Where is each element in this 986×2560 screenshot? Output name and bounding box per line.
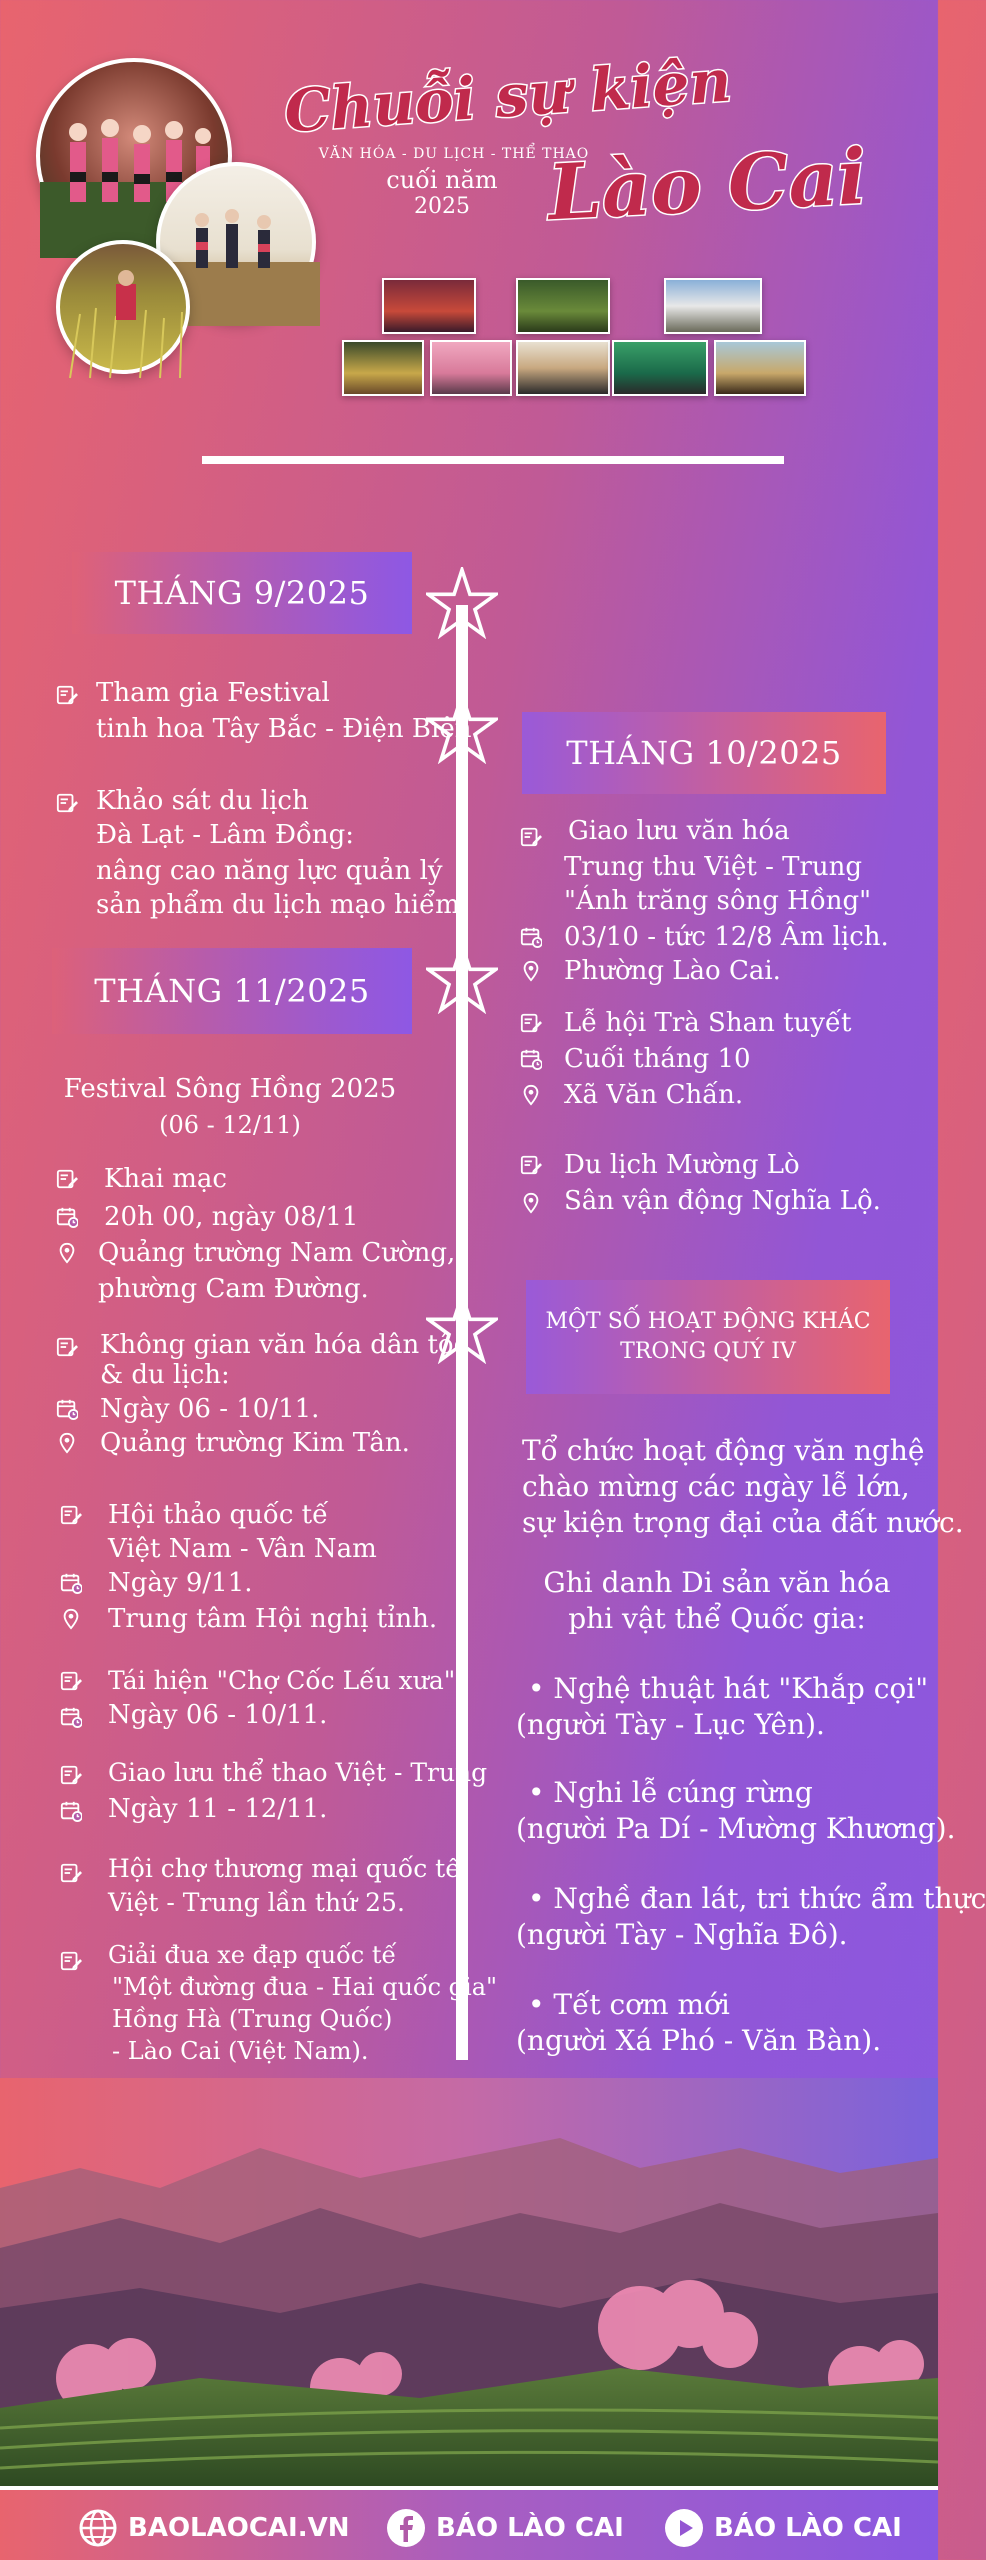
footer-facebook-link[interactable]	[386, 2508, 624, 2548]
edit-icon	[56, 684, 78, 706]
location-pin-icon	[520, 1084, 542, 1106]
edit-icon	[60, 1862, 82, 1884]
nov-festival-title: Festival Sông Hồng 2025	[63, 1074, 397, 1104]
nov-event7-line1: Giải đua xe đạp quốc tế	[108, 1941, 397, 1969]
nov-event7-line4: - Lào Cai (Việt Nam).	[112, 2037, 369, 2065]
nov-event5-name: Giao lưu thể thao Việt - Trung	[108, 1758, 488, 1787]
globe-icon	[78, 2508, 118, 2548]
subtitle-cuoi-nam: cuối năm	[386, 166, 498, 194]
thumb-dancers-photo	[516, 340, 610, 396]
footer-youtube-label: BÁO LÀO CAI	[714, 2513, 902, 2543]
location-pin-icon	[56, 1432, 78, 1454]
sep-event2-line3: nâng cao năng lực quản lý	[96, 856, 443, 886]
nov-event2-place: Quảng trường Kim Tân.	[100, 1428, 410, 1458]
edit-icon	[56, 1168, 78, 1190]
other-activities-box	[526, 1280, 890, 1394]
nov-event7-line3: Hồng Hà (Trung Quốc)	[112, 2005, 393, 2033]
sep-event2-line2: Đà Lạt - Lâm Đồng:	[96, 820, 355, 850]
title-chuoi-su-kien: Chuỗi sự kiện	[282, 46, 734, 146]
calendar-icon	[520, 1048, 542, 1070]
nov-event3-line2: Việt Nam - Vân Nam	[108, 1534, 377, 1564]
edit-icon	[56, 792, 78, 814]
footer-bar	[0, 2486, 938, 2560]
other-p1-line1: Tổ chức hoạt động văn nghệ	[522, 1434, 925, 1467]
edit-icon	[56, 1336, 78, 1358]
location-pin-icon	[60, 1608, 82, 1630]
thumb-building-photo	[664, 278, 762, 334]
nov-event3-place: Trung tâm Hội nghị tỉnh.	[108, 1604, 438, 1634]
facebook-icon	[386, 2508, 426, 2548]
nov-event1-name: Khai mạc	[104, 1164, 227, 1194]
month-header-oct: THÁNG 10/2025	[522, 712, 886, 794]
calendar-icon	[520, 926, 542, 948]
edit-icon	[60, 1504, 82, 1526]
nov-event6-line1: Hội chợ thương mại quốc tế	[108, 1854, 461, 1883]
nov-event1-place-line1: Quảng trường Nam Cường,	[98, 1238, 456, 1268]
other-p2-line2: phi vật thể Quốc gia:	[568, 1602, 866, 1635]
other-p1-line2: chào mừng các ngày lễ lớn,	[522, 1470, 910, 1503]
other-bullet4-line2: (người Xá Phó - Văn Bàn).	[516, 2024, 882, 2057]
month-header-nov: THÁNG 11/2025	[52, 948, 412, 1034]
other-activities-title-line1: MỘT SỐ HOẠT ĐỘNG KHÁC	[545, 1309, 871, 1334]
footer-website-link[interactable]	[78, 2508, 349, 2548]
nov-event4-name: Tái hiện "Chợ Cốc Lếu xưa"	[108, 1666, 456, 1695]
other-p2-line1: Ghi danh Di sản văn hóa	[543, 1566, 891, 1599]
month-header-sep: THÁNG 9/2025	[72, 552, 412, 634]
edit-icon	[60, 1950, 82, 1972]
other-bullet3-line1: • Nghề đan lát, tri thức ẩm thực	[528, 1882, 986, 1915]
nov-event2-line1: Không gian văn hóa dân tộc	[100, 1330, 469, 1360]
star-icon-nov	[426, 942, 498, 1014]
oct-event1-line2: Trung thu Việt - Trung	[564, 852, 863, 882]
oct-event1-place: Phường Lào Cai.	[564, 956, 781, 986]
other-bullet2-line2: (người Pa Dí - Mường Khương).	[516, 1812, 956, 1845]
thumb-stage-photo	[382, 278, 476, 334]
location-pin-icon	[520, 960, 542, 982]
title-lao-cai: Lào Cai	[545, 131, 869, 238]
edit-icon	[520, 1012, 542, 1034]
thumb-blossom-photo	[430, 340, 512, 396]
thumb-people-photo	[714, 340, 806, 396]
other-bullet2-line1: • Nghi lễ cúng rừng	[528, 1776, 813, 1809]
calendar-icon	[56, 1206, 78, 1228]
nov-event3-date: Ngày 9/11.	[108, 1568, 253, 1598]
nov-event3-line1: Hội thảo quốc tế	[108, 1500, 329, 1530]
edit-icon	[520, 1154, 542, 1176]
thumb-performers-photo	[612, 340, 708, 396]
location-pin-icon	[56, 1242, 78, 1264]
sep-event1-line1: Tham gia Festival	[96, 678, 330, 708]
sep-event2-line1: Khảo sát du lịch	[96, 786, 309, 816]
other-activities-title-line2: TRONG QUÝ IV	[620, 1339, 796, 1364]
footer-youtube-link[interactable]	[664, 2508, 902, 2548]
nov-event2-line2: & du lịch:	[100, 1360, 230, 1390]
footer-website-label: BAOLAOCAI.VN	[128, 2513, 350, 2543]
nov-event2-date: Ngày 06 - 10/11.	[100, 1394, 320, 1424]
other-bullet1-line2: (người Tày - Lục Yên).	[516, 1708, 825, 1741]
calendar-icon	[60, 1706, 82, 1728]
star-icon-sep	[426, 567, 498, 639]
other-bullet3-line2: (người Tày - Nghĩa Đô).	[516, 1918, 848, 1951]
subtitle-categories: VĂN HÓA - DU LỊCH - THỂ THAO	[318, 146, 590, 162]
oct-event3-name: Du lịch Mường Lò	[564, 1150, 800, 1180]
nov-event6-line2: Việt - Trung lần thứ 25.	[108, 1888, 405, 1917]
edit-icon	[60, 1764, 82, 1786]
oct-event1-date: 03/10 - tức 12/8 Âm lịch.	[564, 922, 889, 952]
thumb-garden-photo	[516, 278, 610, 334]
header-divider	[202, 456, 784, 464]
oct-event2-date: Cuối tháng 10	[564, 1044, 751, 1074]
edit-icon	[60, 1670, 82, 1692]
oct-event1-line3: "Ánh trăng sông Hồng"	[564, 886, 872, 916]
nov-event5-date: Ngày 11 - 12/11.	[108, 1794, 328, 1824]
footer-facebook-label: BÁO LÀO CAI	[436, 2513, 624, 2543]
sep-event2-line4: sản phẩm du lịch mạo hiểm.	[96, 890, 468, 920]
youtube-icon	[664, 2508, 704, 2548]
calendar-icon	[60, 1572, 82, 1594]
subtitle-year: 2025	[414, 194, 470, 219]
other-bullet1-line1: • Nghệ thuật hát "Khắp cọi"	[528, 1672, 929, 1705]
other-p1-line3: sự kiện trọng đại của đất nước.	[522, 1506, 964, 1539]
nov-event4-date: Ngày 06 - 10/11.	[108, 1700, 328, 1730]
oct-event3-place: Sân vận động Nghĩa Lộ.	[564, 1186, 881, 1216]
thumb-crowd-photo	[342, 340, 424, 396]
nov-event1-date: 20h 00, ngày 08/11	[104, 1202, 359, 1232]
nov-event7-line2: "Một đường đua - Hai quốc gia"	[112, 1973, 498, 2001]
location-pin-icon	[520, 1192, 542, 1214]
oct-event2-place: Xã Văn Chấn.	[564, 1080, 744, 1110]
oct-event1-line1: Giao lưu văn hóa	[568, 816, 790, 846]
calendar-icon	[60, 1800, 82, 1822]
oct-event2-name: Lễ hội Trà Shan tuyết	[564, 1008, 852, 1038]
other-bullet4-line1: • Tết cơm mới	[528, 1988, 730, 2021]
edit-icon	[520, 826, 542, 848]
nov-festival-dates: (06 - 12/11)	[159, 1111, 301, 1139]
field-photo-circle	[56, 240, 190, 374]
calendar-icon	[56, 1398, 78, 1420]
nov-event1-place-line2: phường Cam Đường.	[98, 1274, 369, 1304]
tea-hill-landscape-photo	[0, 2078, 938, 2486]
sep-event1-line2: tinh hoa Tây Bắc - Điện Biên.	[96, 714, 480, 744]
